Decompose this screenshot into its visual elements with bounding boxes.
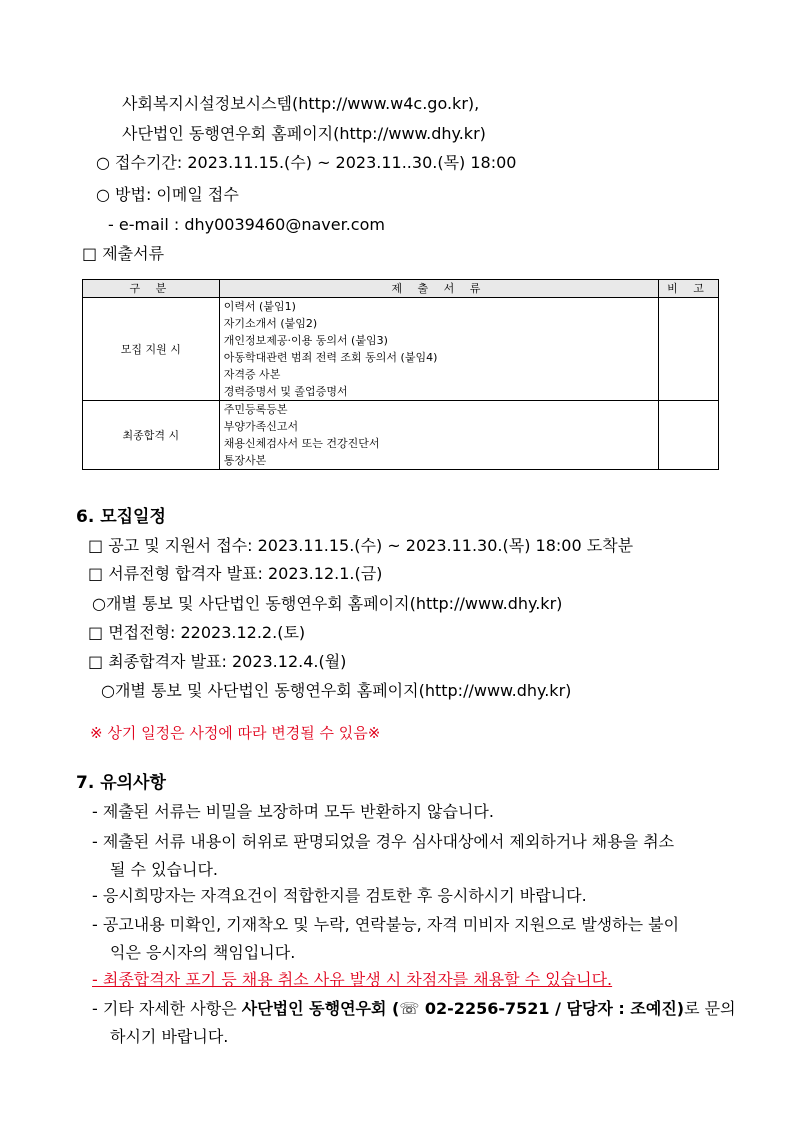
list-item: 채용신체검사서 또는 건강진단서	[223, 437, 380, 450]
application-method: ○ 방법: 이메일 접수	[96, 185, 239, 204]
intro-line1: 사회복지시설정보시스템(http://www.w4c.go.kr),	[122, 94, 480, 113]
schedule-notice: ※ 상기 일정은 사정에 따라 변경될 수 있음※	[90, 724, 381, 742]
docs-heading: □ 제출서류	[82, 244, 165, 263]
header-note: 비 고	[659, 280, 719, 298]
schedule-item: □ 면접전형: 22023.12.2.(토)	[88, 623, 306, 642]
docs-table-header	[83, 280, 719, 298]
caution-item: - 제출된 서류는 비밀을 보장하며 모두 반환하지 않습니다.	[92, 802, 494, 821]
list-item: 자격증 사본	[223, 368, 281, 381]
table-row	[83, 298, 719, 401]
header-category: 구 분	[83, 280, 220, 298]
list-item: 주민등록등본	[223, 403, 288, 416]
caution-item-cont: 익은 응시자의 책임입니다.	[110, 943, 296, 962]
list-item: 부양가족신고서	[223, 420, 299, 433]
schedule-item: □ 서류전형 합격자 발표: 2023.12.1.(금)	[88, 564, 383, 583]
header-documents: 제 출 서 류	[219, 280, 658, 298]
caution-item-cont: 될 수 있습니다.	[110, 860, 218, 879]
list-item: 아동학대관련 범죄 전력 조회 동의서 (붙임4)	[223, 351, 438, 364]
caution-contact-cont: 하시기 바랍니다.	[110, 1027, 229, 1046]
row-note	[659, 298, 719, 401]
list-item: 이력서 (붙임1)	[223, 300, 296, 313]
list-item: 자기소개서 (붙임2)	[223, 317, 318, 330]
contact-prefix: - 기타 자세한 사항은	[92, 999, 242, 1018]
intro-line2: 사단법인 동행연우회 홈페이지(http://www.dhy.kr)	[122, 124, 486, 143]
schedule-item: □ 공고 및 지원서 접수: 2023.11.15.(수) ~ 2023.11.30.(목) 18:00 도착분	[88, 536, 634, 555]
contact-suffix: 로 문의	[684, 999, 736, 1018]
application-period: ○ 접수기간: 2023.11.15.(수) ~ 2023.11..30.(목) 18:00	[96, 153, 517, 172]
row-category: 최종합격 시	[83, 401, 220, 470]
schedule-item: ○개별 통보 및 사단법인 동행연우회 홈페이지(http://www.dhy.kr)	[92, 594, 563, 613]
contact-organization: 사단법인 동행연우회 (☏ 02-2256-7521 / 담당자 : 조예진)	[241, 999, 685, 1018]
schedule-item: □ 최종합격자 발표: 2023.12.4.(월)	[88, 652, 347, 671]
row-items	[219, 298, 658, 401]
schedule-heading: 6. 모집일정	[76, 507, 166, 527]
application-email: - e-mail : dhy0039460@naver.com	[108, 215, 385, 234]
schedule-item: ○개별 통보 및 사단법인 동행연우회 홈페이지(http://www.dhy.kr)	[101, 681, 572, 700]
caution-item: - 공고내용 미확인, 기재착오 및 누락, 연락불능, 자격 미비자 지원으로 발생하는 불이	[92, 915, 680, 934]
caution-item-highlight: - 최종합격자 포기 등 채용 취소 사유 발생 시 차점자를 채용할 수 있습니다.	[92, 970, 613, 989]
docs-table	[82, 279, 719, 470]
row-items	[219, 401, 658, 470]
caution-item: - 응시희망자는 자격요건이 적합한지를 검토한 후 응시하시기 바랍니다.	[92, 886, 587, 905]
caution-item: - 제출된 서류 내용이 허위로 판명되었을 경우 심사대상에서 제외하거나 채용을 취소	[92, 832, 675, 851]
cautions-heading: 7. 유의사항	[76, 773, 166, 793]
row-note	[659, 401, 719, 470]
list-item: 개인정보제공·이용 동의서 (붙임3)	[223, 334, 388, 347]
list-item: 경력증명서 및 졸업증명서	[223, 385, 348, 398]
list-item: 통장사본	[223, 454, 267, 467]
table-row	[83, 401, 719, 470]
row-category: 모집 지원 시	[83, 298, 220, 401]
caution-contact	[92, 999, 736, 1019]
